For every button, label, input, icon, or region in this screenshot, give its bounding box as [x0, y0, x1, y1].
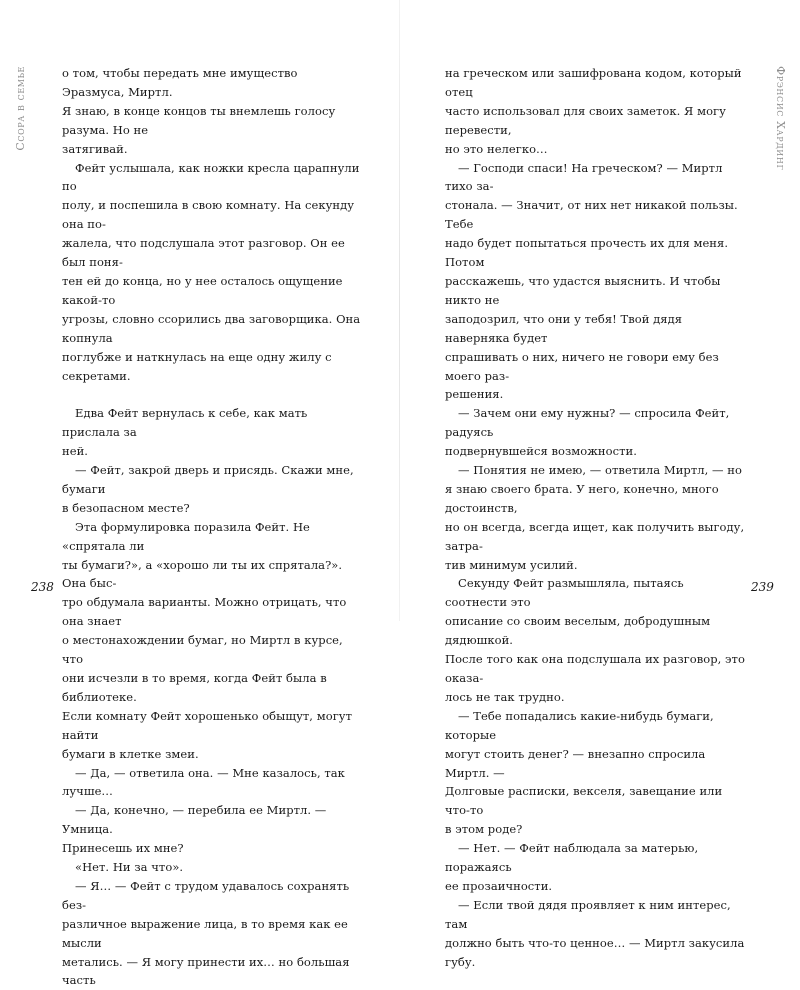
text-line: затягивай. — [62, 141, 128, 156]
text-line: ней. — [62, 444, 88, 459]
text-line: — Да, — ответила она. — Мне казалось, так лучше… — [62, 765, 345, 799]
text-line: должно быть что-то ценное… — Миртл закусила губу. — [445, 935, 745, 969]
text-line: подвернувшейся возможности. — [445, 444, 637, 459]
section-break — [62, 385, 362, 404]
right-running-head: Фрэнсис Хардинг — [774, 66, 787, 171]
text-line: о том, чтобы передать мне имущество Эразмуса, Миртл. — [62, 66, 298, 99]
text-line: угрозы, словно ссорились два заговорщика. Она копнула — [62, 311, 361, 345]
text-line: Долговые расписки, векселя, завещание или что-то — [445, 784, 723, 818]
text-line: стонала. — Значит, от них нет никакой пользы. Тебе — [445, 198, 738, 232]
text-line: Я знаю, в конце концов ты внемлешь голосу разума. Но не — [62, 103, 336, 137]
text-line: но это нелегко… — [445, 141, 548, 156]
text-line: но он всегда, всегда ищет, как получить выгоду, затра- — [445, 519, 745, 553]
text-line: они исчезли в то время, когда Фейт была в библиотеке. — [62, 670, 327, 704]
text-line: на греческом или зашифрована кодом, который отец — [445, 66, 742, 99]
text-line: расскажешь, что удастся выяснить. И чтобы никто не — [445, 273, 721, 307]
text-line: — Если твой дядя проявляет к ним интерес, там — [445, 897, 731, 931]
text-line: — Зачем они ему нужны? — спросила Фейт, радуясь — [445, 406, 730, 440]
text-line: Едва Фейт вернулась к себе, как мать прислала за — [62, 406, 308, 440]
text-line: После того как она подслушала их разговор, это оказа- — [445, 652, 745, 685]
text-line: часто использовал для своих заметок. Я могу перевести, — [445, 103, 726, 137]
text-line: в безопасном месте? — [62, 500, 190, 515]
text-line: могут стоить денег? — внезапно спросила Миртл. — — [445, 746, 706, 780]
text-line: — Нет. — Фейт наблюдала за матерью, поражаясь — [445, 841, 699, 875]
text-line: — Да, конечно, — перебила ее Миртл. — Умница. — [62, 803, 327, 837]
text-line: спрашивать о них, ничего не говори ему без моего раз- — [445, 349, 719, 383]
text-line: тро обдумала варианты. Можно отрицать, что она знает — [62, 595, 347, 629]
text-line: описание со своим веселым, добродушным дядюшкой. — [445, 614, 711, 648]
text-line: — Господи спаси! На греческом? — Миртл тихо за- — [445, 160, 723, 194]
right-page-text — [445, 64, 745, 972]
text-line: надо будет попытаться прочесть их для меня. Потом — [445, 236, 729, 270]
text-line: Если комнату Фейт хорошенько обыщут, могут найти — [62, 708, 352, 742]
text-line: полу, и поспешила в свою комнату. На секунду она по- — [62, 198, 355, 232]
text-line: тен ей до конца, но у нее осталось ощущение какой-то — [62, 273, 343, 307]
text-line: ее прозаичности. — [445, 878, 553, 893]
text-line: Секунду Фейт размышляла, пытаясь соотнести это — [445, 576, 684, 610]
right-page-number: 239 — [751, 580, 774, 594]
text-line: — Тебе попадались какие-нибудь бумаги, которые — [445, 708, 714, 742]
left-running-head: Ссора в семье — [14, 66, 27, 151]
text-line: я знаю своего брата. У него, конечно, много достоинств, — [445, 481, 719, 515]
text-line: лось не так трудно. — [445, 689, 565, 704]
text-line: в этом роде? — [445, 822, 523, 837]
text-line: метались. — Я могу принести их… но большая часть — [62, 954, 350, 988]
text-line: жалела, что подслушала этот разговор. Он ее был поня- — [62, 236, 345, 270]
text-line: поглубже и наткнулась на еще одну жилу с секретами. — [62, 349, 332, 383]
text-line: тив минимум усилий. — [445, 557, 578, 572]
left-page-text — [62, 64, 362, 990]
text-line: бумаги в клетке змеи. — [62, 746, 199, 761]
text-line: заподозрил, что они у тебя! Твой дядя наверняка будет — [445, 311, 683, 345]
text-line: — Я… — Фейт с трудом удавалось сохранять без- — [62, 878, 350, 912]
text-line: «Нет. Ни за что». — [75, 860, 184, 875]
text-line: Принесешь их мне? — [62, 841, 184, 856]
text-line: — Понятия не имею, — ответила Миртл, — но — [458, 463, 742, 478]
left-page-number: 238 — [31, 580, 54, 594]
page-gutter — [399, 0, 400, 621]
text-line: ты бумаги?», а «хорошо ли ты их спрятала?». Она быс- — [62, 557, 343, 591]
text-line: решения. — [445, 387, 504, 402]
text-line: о местонахождении бумаг, но Миртл в курсе, что — [62, 633, 343, 667]
text-line: Фейт услышала, как ножки кресла царапнули по — [62, 160, 360, 194]
text-line: Эта формулировка поразила Фейт. Не «спрятала ли — [62, 519, 310, 553]
text-line: — Фейт, закрой дверь и присядь. Скажи мне, бумаги — [62, 463, 354, 496]
text-line: различное выражение лица, в то время как ее мысли — [62, 916, 348, 950]
